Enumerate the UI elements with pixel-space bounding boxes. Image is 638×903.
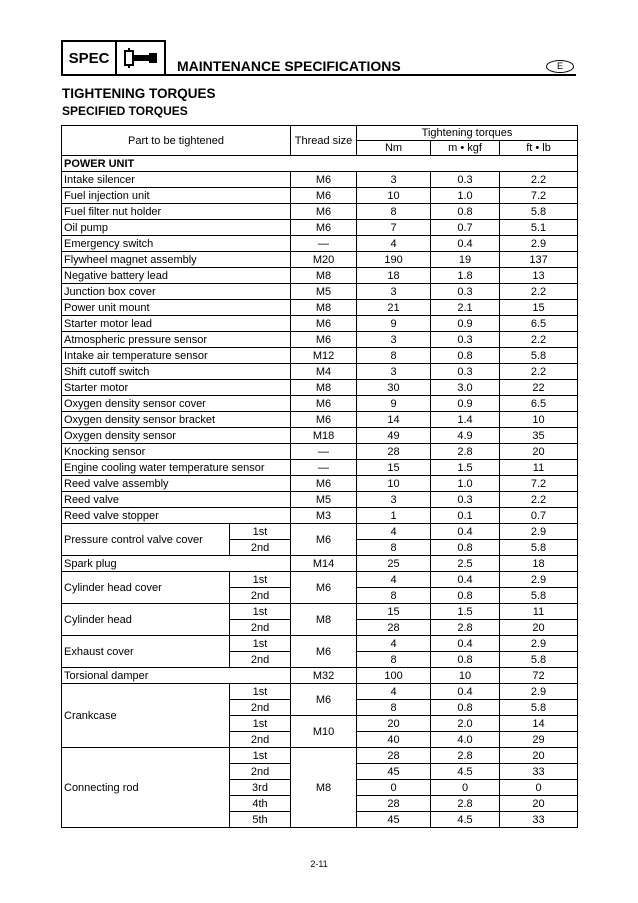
- cell-nm: 25: [357, 556, 431, 572]
- cell-nm: 190: [357, 252, 431, 268]
- cell-part: Flywheel magnet assembly: [62, 252, 291, 268]
- cell-thread: M6: [291, 684, 357, 716]
- cell-thread: M14: [291, 556, 357, 572]
- cell-thread: M6: [291, 188, 357, 204]
- torque-table: [61, 125, 578, 828]
- cell-ftlb: 2.9: [500, 572, 578, 588]
- table-row: [62, 668, 578, 684]
- cell-thread: M5: [291, 284, 357, 300]
- cell-nm: 0: [357, 780, 431, 796]
- cell-thread: M8: [291, 604, 357, 636]
- table-row: [62, 268, 578, 284]
- cell-mkgf: 1.4: [431, 412, 500, 428]
- table-row: [62, 188, 578, 204]
- cell-part: Power unit mount: [62, 300, 291, 316]
- table-row: [62, 476, 578, 492]
- page-title: MAINTENANCE SPECIFICATIONS: [177, 58, 401, 74]
- cell-nm: 4: [357, 524, 431, 540]
- cell-part: Atmospheric pressure sensor: [62, 332, 291, 348]
- cell-ftlb: 2.2: [500, 492, 578, 508]
- cell-ftlb: 11: [500, 604, 578, 620]
- cell-mkgf: 1.0: [431, 188, 500, 204]
- cell-ftlb: 2.9: [500, 524, 578, 540]
- header-rule: [166, 74, 576, 76]
- col-part-header: Part to be tightened: [62, 126, 291, 156]
- page-header: [61, 40, 576, 76]
- cell-nm: 3: [357, 172, 431, 188]
- table-row: [62, 300, 578, 316]
- cell-mkgf: 4.0: [431, 732, 500, 748]
- cell-nm: 28: [357, 620, 431, 636]
- cell-ftlb: 5.1: [500, 220, 578, 236]
- cell-mkgf: 0.4: [431, 684, 500, 700]
- cell-ftlb: 6.5: [500, 396, 578, 412]
- cell-ftlb: 5.8: [500, 348, 578, 364]
- cell-part: Cylinder head cover: [62, 572, 230, 604]
- cell-ftlb: 5.8: [500, 204, 578, 220]
- cell-thread: M8: [291, 380, 357, 396]
- cell-thread: M8: [291, 268, 357, 284]
- cell-nm: 21: [357, 300, 431, 316]
- table-row: [62, 380, 578, 396]
- cell-step: 2nd: [230, 620, 291, 636]
- cell-step: 4th: [230, 796, 291, 812]
- group-label: POWER UNIT: [62, 156, 578, 172]
- cell-mkgf: 4.5: [431, 764, 500, 780]
- cell-mkgf: 2.0: [431, 716, 500, 732]
- col-ftlb-header: ft • lb: [500, 141, 578, 156]
- cell-nm: 10: [357, 476, 431, 492]
- col-nm-header: Nm: [357, 141, 431, 156]
- spec-label: SPEC: [63, 42, 117, 74]
- cell-mkgf: 1.8: [431, 268, 500, 284]
- cell-thread: M6: [291, 572, 357, 604]
- cell-nm: 8: [357, 588, 431, 604]
- cell-nm: 30: [357, 380, 431, 396]
- cell-step: 2nd: [230, 764, 291, 780]
- cell-thread: M5: [291, 492, 357, 508]
- cell-nm: 45: [357, 812, 431, 828]
- cell-part: Intake air temperature sensor: [62, 348, 291, 364]
- cell-thread: —: [291, 444, 357, 460]
- cell-nm: 15: [357, 460, 431, 476]
- cell-thread: M18: [291, 428, 357, 444]
- cell-step: 1st: [230, 524, 291, 540]
- cell-part: Fuel injection unit: [62, 188, 291, 204]
- cell-thread: M6: [291, 316, 357, 332]
- cell-ftlb: 6.5: [500, 316, 578, 332]
- cell-ftlb: 2.2: [500, 364, 578, 380]
- cell-ftlb: 22: [500, 380, 578, 396]
- cell-step: 2nd: [230, 588, 291, 604]
- table-row: [62, 428, 578, 444]
- cell-part: Fuel filter nut holder: [62, 204, 291, 220]
- cell-mkgf: 0.8: [431, 700, 500, 716]
- cell-ftlb: 0.7: [500, 508, 578, 524]
- cell-nm: 40: [357, 732, 431, 748]
- cell-ftlb: 5.8: [500, 652, 578, 668]
- cell-nm: 49: [357, 428, 431, 444]
- cell-mkgf: 1.0: [431, 476, 500, 492]
- col-thread-header: Thread size: [291, 126, 357, 156]
- cell-ftlb: 11: [500, 460, 578, 476]
- cell-ftlb: 18: [500, 556, 578, 572]
- table-row: [62, 460, 578, 476]
- cell-mkgf: 2.8: [431, 796, 500, 812]
- cell-thread: M32: [291, 668, 357, 684]
- cell-ftlb: 10: [500, 412, 578, 428]
- cell-ftlb: 2.9: [500, 684, 578, 700]
- cell-mkgf: 0: [431, 780, 500, 796]
- cell-step: 1st: [230, 636, 291, 652]
- cell-mkgf: 3.0: [431, 380, 500, 396]
- table-row: [62, 572, 578, 588]
- cell-nm: 20: [357, 716, 431, 732]
- cell-thread: M4: [291, 364, 357, 380]
- cell-nm: 45: [357, 764, 431, 780]
- cell-step: 3rd: [230, 780, 291, 796]
- table-row: [62, 444, 578, 460]
- cell-thread: M6: [291, 636, 357, 668]
- cell-step: 5th: [230, 812, 291, 828]
- cell-thread: —: [291, 236, 357, 252]
- cell-nm: 8: [357, 348, 431, 364]
- cell-thread: M6: [291, 220, 357, 236]
- cell-part: Reed valve: [62, 492, 291, 508]
- cell-step: 1st: [230, 572, 291, 588]
- cell-ftlb: 2.9: [500, 636, 578, 652]
- cell-part: Spark plug: [62, 556, 291, 572]
- cell-nm: 15: [357, 604, 431, 620]
- cell-nm: 8: [357, 204, 431, 220]
- cell-nm: 100: [357, 668, 431, 684]
- cell-nm: 28: [357, 796, 431, 812]
- cell-nm: 28: [357, 444, 431, 460]
- cell-mkgf: 0.8: [431, 204, 500, 220]
- cell-ftlb: 2.9: [500, 236, 578, 252]
- table-header-row: [62, 126, 578, 141]
- cell-mkgf: 2.8: [431, 444, 500, 460]
- cell-part: Oxygen density sensor bracket: [62, 412, 291, 428]
- cell-part: Knocking sensor: [62, 444, 291, 460]
- cell-ftlb: 33: [500, 812, 578, 828]
- table-row: [62, 524, 578, 540]
- cell-mkgf: 0.8: [431, 348, 500, 364]
- cell-mkgf: 0.4: [431, 572, 500, 588]
- cell-nm: 9: [357, 316, 431, 332]
- cell-step: 1st: [230, 716, 291, 732]
- cell-mkgf: 0.3: [431, 172, 500, 188]
- cell-nm: 1: [357, 508, 431, 524]
- cell-nm: 3: [357, 364, 431, 380]
- cell-ftlb: 29: [500, 732, 578, 748]
- cell-part: Connecting rod: [62, 748, 230, 828]
- cell-nm: 8: [357, 700, 431, 716]
- cell-part: Intake silencer: [62, 172, 291, 188]
- table-row: [62, 412, 578, 428]
- cell-nm: 7: [357, 220, 431, 236]
- cell-part: Crankcase: [62, 684, 230, 748]
- cell-part: Reed valve stopper: [62, 508, 291, 524]
- cell-nm: 8: [357, 652, 431, 668]
- cell-thread: M6: [291, 332, 357, 348]
- table-row: [62, 220, 578, 236]
- cell-mkgf: 0.7: [431, 220, 500, 236]
- cell-mkgf: 2.8: [431, 748, 500, 764]
- cell-mkgf: 19: [431, 252, 500, 268]
- cell-mkgf: 0.9: [431, 396, 500, 412]
- cell-thread: M8: [291, 748, 357, 828]
- cell-step: 2nd: [230, 540, 291, 556]
- cell-mkgf: 0.8: [431, 652, 500, 668]
- col-torques-header: Tightening torques: [357, 126, 578, 141]
- cell-part: Negative battery lead: [62, 268, 291, 284]
- cell-thread: M6: [291, 524, 357, 556]
- cell-ftlb: 15: [500, 300, 578, 316]
- cell-part: Emergency switch: [62, 236, 291, 252]
- cell-part: Pressure control valve cover: [62, 524, 230, 556]
- cell-nm: 28: [357, 748, 431, 764]
- cell-mkgf: 2.8: [431, 620, 500, 636]
- cell-ftlb: 7.2: [500, 188, 578, 204]
- cell-ftlb: 5.8: [500, 540, 578, 556]
- table-row: [62, 492, 578, 508]
- cell-part: Exhaust cover: [62, 636, 230, 668]
- cell-ftlb: 14: [500, 716, 578, 732]
- cell-mkgf: 0.9: [431, 316, 500, 332]
- cell-ftlb: 20: [500, 620, 578, 636]
- cell-nm: 3: [357, 332, 431, 348]
- spec-badge: [61, 40, 166, 76]
- cell-mkgf: 0.3: [431, 284, 500, 300]
- cell-ftlb: 35: [500, 428, 578, 444]
- cell-mkgf: 0.3: [431, 492, 500, 508]
- cell-thread: M6: [291, 204, 357, 220]
- table-row: [62, 508, 578, 524]
- cell-ftlb: 33: [500, 764, 578, 780]
- cell-nm: 3: [357, 284, 431, 300]
- cell-thread: M10: [291, 716, 357, 748]
- cell-ftlb: 13: [500, 268, 578, 284]
- table-row: [62, 204, 578, 220]
- cell-part: Starter motor lead: [62, 316, 291, 332]
- cell-step: 1st: [230, 748, 291, 764]
- cell-step: 2nd: [230, 700, 291, 716]
- table-row: [62, 348, 578, 364]
- cell-part: Cylinder head: [62, 604, 230, 636]
- cell-mkgf: 0.4: [431, 524, 500, 540]
- table-row: [62, 252, 578, 268]
- table-row: [62, 556, 578, 572]
- cell-part: Oil pump: [62, 220, 291, 236]
- table-row: [62, 284, 578, 300]
- table-row: [62, 396, 578, 412]
- cell-mkgf: 2.1: [431, 300, 500, 316]
- cell-ftlb: 2.2: [500, 332, 578, 348]
- cell-ftlb: 0: [500, 780, 578, 796]
- table-row: [62, 684, 578, 700]
- cell-part: Starter motor: [62, 380, 291, 396]
- cell-part: Oxygen density sensor cover: [62, 396, 291, 412]
- section-title: TIGHTENING TORQUES: [62, 86, 216, 101]
- cell-thread: M6: [291, 172, 357, 188]
- group-row: [62, 156, 578, 172]
- cell-step: 1st: [230, 604, 291, 620]
- cell-ftlb: 72: [500, 668, 578, 684]
- cell-thread: M12: [291, 348, 357, 364]
- cell-ftlb: 2.2: [500, 284, 578, 300]
- cell-mkgf: 0.4: [431, 636, 500, 652]
- cell-part: Engine cooling water temperature sensor: [62, 460, 291, 476]
- cell-ftlb: 5.8: [500, 588, 578, 604]
- language-badge: E: [546, 60, 574, 73]
- cell-thread: M6: [291, 476, 357, 492]
- col-mkgf-header: m • kgf: [431, 141, 500, 156]
- cell-thread: M6: [291, 412, 357, 428]
- cell-ftlb: 7.2: [500, 476, 578, 492]
- cell-ftlb: 2.2: [500, 172, 578, 188]
- cell-mkgf: 1.5: [431, 604, 500, 620]
- cell-thread: M8: [291, 300, 357, 316]
- table-row: [62, 636, 578, 652]
- cell-mkgf: 2.5: [431, 556, 500, 572]
- cell-step: 1st: [230, 684, 291, 700]
- cell-part: Torsional damper: [62, 668, 291, 684]
- cell-nm: 14: [357, 412, 431, 428]
- cell-ftlb: 5.8: [500, 700, 578, 716]
- table-row: [62, 748, 578, 764]
- table-row: [62, 332, 578, 348]
- cell-ftlb: 20: [500, 748, 578, 764]
- cell-mkgf: 1.5: [431, 460, 500, 476]
- cell-thread: M20: [291, 252, 357, 268]
- torque-wrench-icon: [117, 42, 164, 74]
- cell-mkgf: 10: [431, 668, 500, 684]
- cell-ftlb: 20: [500, 796, 578, 812]
- page-number: 2-11: [310, 859, 328, 869]
- cell-nm: 18: [357, 268, 431, 284]
- cell-mkgf: 0.8: [431, 588, 500, 604]
- cell-nm: 4: [357, 236, 431, 252]
- cell-mkgf: 0.4: [431, 236, 500, 252]
- table-row: [62, 172, 578, 188]
- cell-thread: M3: [291, 508, 357, 524]
- cell-nm: 3: [357, 492, 431, 508]
- cell-part: Reed valve assembly: [62, 476, 291, 492]
- cell-nm: 4: [357, 572, 431, 588]
- cell-mkgf: 0.8: [431, 540, 500, 556]
- cell-step: 2nd: [230, 732, 291, 748]
- cell-thread: M6: [291, 396, 357, 412]
- cell-mkgf: 0.3: [431, 332, 500, 348]
- cell-nm: 9: [357, 396, 431, 412]
- subsection-title: SPECIFIED TORQUES: [62, 104, 188, 118]
- cell-mkgf: 4.9: [431, 428, 500, 444]
- cell-step: 2nd: [230, 652, 291, 668]
- cell-nm: 8: [357, 540, 431, 556]
- cell-part: Junction box cover: [62, 284, 291, 300]
- table-row: [62, 604, 578, 620]
- table-row: [62, 236, 578, 252]
- cell-nm: 4: [357, 684, 431, 700]
- cell-mkgf: 0.1: [431, 508, 500, 524]
- cell-part: Oxygen density sensor: [62, 428, 291, 444]
- table-row: [62, 316, 578, 332]
- cell-thread: —: [291, 460, 357, 476]
- cell-mkgf: 0.3: [431, 364, 500, 380]
- cell-ftlb: 137: [500, 252, 578, 268]
- cell-mkgf: 4.5: [431, 812, 500, 828]
- cell-ftlb: 20: [500, 444, 578, 460]
- cell-nm: 10: [357, 188, 431, 204]
- cell-nm: 4: [357, 636, 431, 652]
- cell-part: Shift cutoff switch: [62, 364, 291, 380]
- table-row: [62, 364, 578, 380]
